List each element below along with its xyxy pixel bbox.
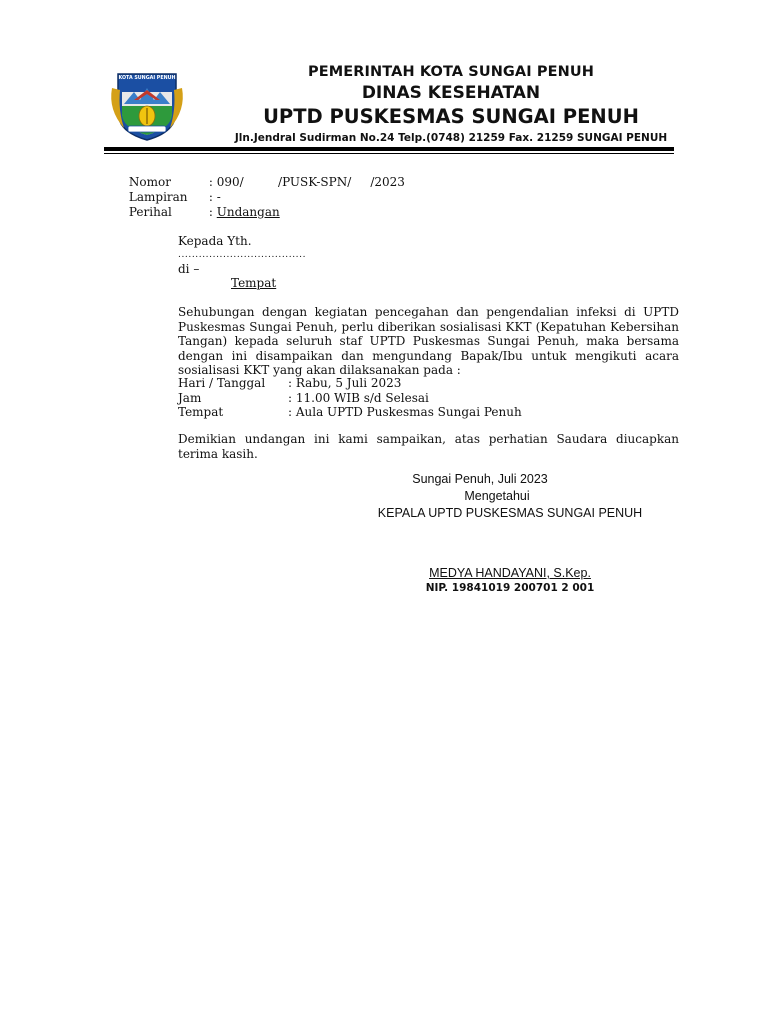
logo-text: KOTA SUNGAI PENUH: [118, 76, 176, 81]
schedule-value: : Rabu, 5 Juli 2023: [288, 376, 402, 390]
meta-number: [106, 160, 405, 189]
institution-address: Jln.Jendral Sudirman No.24 Telp.(0748) 21259 Fax. 21259 SUNGAI PENUH: [234, 132, 668, 144]
knowing-label: Mengetahui: [464, 489, 530, 503]
schedule-row: [178, 405, 679, 420]
meta-label: Nomor: [128, 174, 171, 189]
meta-value: : -: [208, 189, 221, 204]
signer-nip: NIP. 19841019 200701 2 001: [425, 582, 595, 594]
recipient-place: Tempat: [231, 276, 277, 290]
recipient-block: [178, 234, 678, 291]
gov-title: PEMERINTAH KOTA SUNGAI PENUH: [308, 64, 594, 80]
schedule-value: : 11.00 WIB s/d Selesai: [288, 390, 429, 405]
schedule-label: Hari / Tanggal: [178, 376, 266, 390]
schedule-label: Tempat: [178, 405, 224, 419]
letter-body: Sehubungan dengan kegiatan pencegahan dan pengendalian infeksi di UPTD Puskesmas Sungai Penuh, perlu diberikan sosialisasi KKT (Kepatuhan Kebersihan Tangan) kepada seluruh staf UPTD Puskesmas Sungai Penuh, maka bersama dengan ini disampaikan dan mengundang Bapak/Ibu untuk mengikuti acara sosialisasi KKT yang akan dilaksanakan pada :: [178, 305, 679, 377]
department-title: DINAS KESEHATAN: [361, 83, 541, 103]
closing-paragraph: Demikian undangan ini kami sampaikan, atas perhatian Saudara diucapkan terima kasih.: [178, 432, 679, 461]
recipient-placeholder: .....................................: [178, 249, 307, 260]
meta-label: Lampiran: [128, 189, 188, 204]
meta-value: Undangan: [216, 204, 280, 219]
signer-name: MEDYA HANDAYANI, S.Kep.: [429, 566, 591, 580]
recipient-di: di –: [178, 261, 200, 276]
letter-meta: [106, 160, 405, 219]
event-schedule: [178, 376, 679, 420]
signature-block: [340, 471, 680, 522]
city-emblem-logo: [104, 70, 190, 142]
meta-value: : 090/ /PUSK-SPN/ /2023: [208, 174, 405, 189]
schedule-row: [178, 376, 679, 391]
schedule-label: Jam: [178, 390, 202, 405]
schedule-row: [178, 391, 679, 406]
place-date: Sungai Penuh, Juli 2023: [412, 472, 548, 486]
letterhead-divider: [104, 147, 674, 151]
schedule-value: : Aula UPTD Puskesmas Sungai Penuh: [288, 405, 522, 419]
letterhead: [196, 62, 706, 146]
salutation: Kepada Yth.: [178, 234, 252, 248]
meta-separator: :: [208, 204, 217, 219]
meta-label: Perihal: [128, 204, 172, 219]
signer-position: KEPALA UPTD PUSKESMAS SUNGAI PENUH: [377, 506, 643, 520]
institution-title: UPTD PUSKESMAS SUNGAI PENUH: [263, 105, 639, 128]
letterhead-divider-thin: [104, 153, 674, 154]
